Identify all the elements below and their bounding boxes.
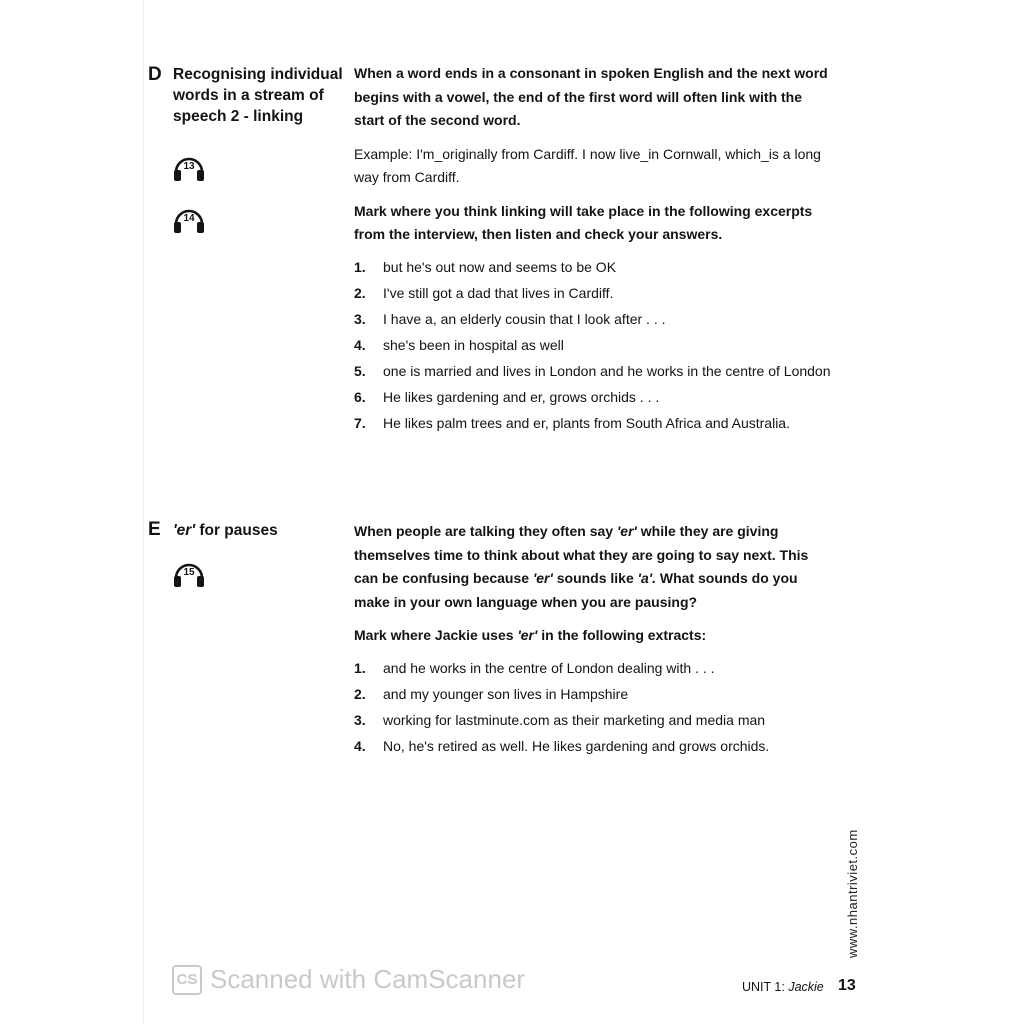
- section-body: [354, 62, 834, 439]
- section-body: [354, 520, 834, 762]
- page-number: 13: [838, 977, 856, 994]
- list-item: 1. but he's out now and seems to be OK: [354, 258, 617, 275]
- instruction-paragraph: Mark where Jackie uses 'er' in the following extracts:: [354, 627, 707, 643]
- section-letter: D: [148, 64, 162, 85]
- instruction-paragraph: Mark where you think linking will take place in the following excerpts from the interview, then listen and check your answers.: [354, 202, 813, 242]
- headphones-icon: [172, 202, 206, 236]
- track-number: 14: [183, 213, 195, 224]
- track-number: 15: [183, 567, 195, 578]
- list-item: 3. I have a, an elderly cousin that I look after . . .: [354, 310, 666, 327]
- track-number: 13: [183, 161, 195, 172]
- list-item: 1. and he works in the centre of London dealing with . . .: [354, 659, 715, 676]
- intro-paragraph: When people are talking they often say 'er' while they are giving themselves time to think about what they are going to say next. This can be confusing because 'er' sounds like 'a'. What sounds do you make in your own language when you are pausing?: [354, 523, 809, 610]
- excerpt-list: [354, 257, 834, 434]
- extract-list: [354, 658, 834, 757]
- list-item: 7. He likes palm trees and er, plants from South Africa and Australia.: [354, 414, 790, 431]
- example-paragraph: Example: I'm_originally from Cardiff. I now live_in Cornwall, which_is a long way from Cardiff.: [354, 145, 821, 185]
- intro-paragraph: When a word ends in a consonant in spoken English and the next word begins with a vowel, the end of the first word will often link with the start of the second word.: [354, 65, 828, 128]
- watermark-text: Scanned with CamScanner: [210, 964, 526, 994]
- section-letter: E: [148, 519, 161, 540]
- website-url: www.nhantriviet.com: [845, 829, 860, 958]
- page-edge: [143, 0, 144, 1024]
- list-item: 3. working for lastminute.com as their marketing and media man: [354, 711, 766, 728]
- unit-label: UNIT 1: Jackie: [742, 980, 824, 994]
- list-item: 2. I've still got a dad that lives in Cardiff.: [354, 284, 614, 301]
- list-item: 2. and my younger son lives in Hampshire: [354, 685, 629, 702]
- list-item: 4. No, he's retired as well. He likes gardening and grows orchids.: [354, 737, 770, 754]
- list-item: 5. one is married and lives in London and he works in the centre of London: [354, 362, 831, 379]
- camscanner-logo: CS: [172, 965, 202, 995]
- section-heading: Recognising individual words in a stream of speech 2 - linking: [173, 66, 343, 125]
- list-item: 4. she's been in hospital as well: [354, 336, 564, 353]
- headphones-icon: [172, 556, 206, 590]
- section-heading: 'er' for pauses: [173, 522, 278, 539]
- list-item: 6. He likes gardening and er, grows orchids . . .: [354, 388, 660, 405]
- watermark: [172, 964, 525, 995]
- headphones-icon: [172, 150, 206, 184]
